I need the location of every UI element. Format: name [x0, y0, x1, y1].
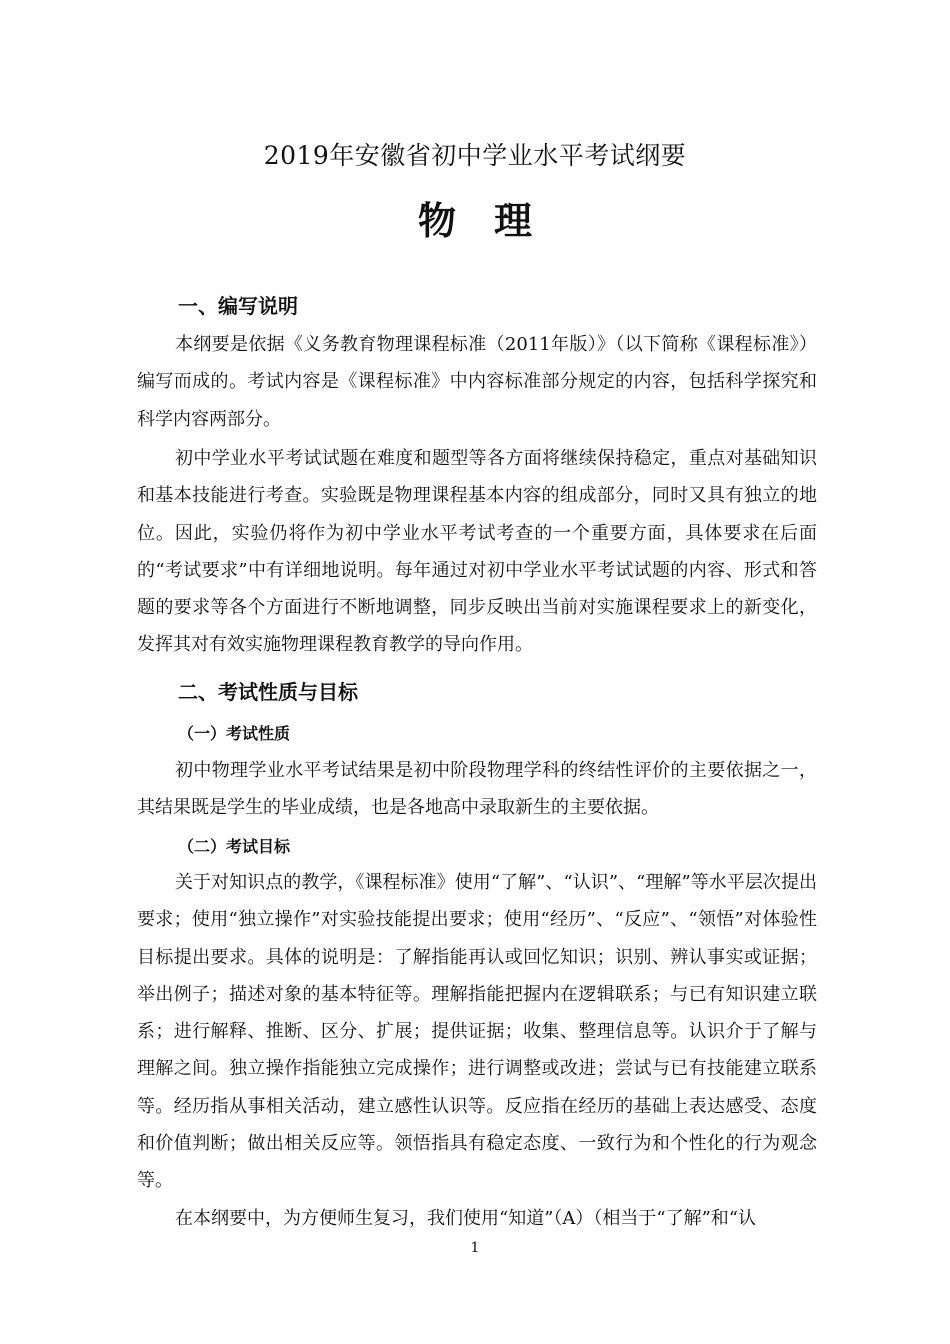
paragraph: 初中学业水平考试试题在难度和题型等各方面将继续保持稳定，重点对基础知识和基本技能进行考查。实验既是物理课程基本内容的组成部分，同时又具有独立的地位。因此，实验仍将作为初中学业水平考试考查的一个重要方面，具体要求在后面的“考试要求”中有详细地说明。每年通过对初中学业水平考试试题的内容、形式和答题的要求等各个方面进行不断地调整，同步反映出当前对实施课程要求上的新变化，发挥其对有效实施物理课程教育教学的导向作用。: [137, 448, 817, 656]
section-heading-1: 一、编写说明: [178, 294, 298, 318]
subsection-heading-1: （一）考试性质: [178, 724, 291, 743]
paragraph: 关于对知识点的教学，《课程标准》使用“了解”、“认识”、“理解”等水平层次提出要求；使用“独立操作”对实验技能提出要求；使用“经历”、“反应”、“领悟”对体验性目标提出要求。具体的说明是：了解指能再认或回忆知识；识别、辨认事实或证据；举出例子；描述对象的基本特征等。理解指能把握内在逻辑联系；与已有知识建立联系；进行解释、推断、区分、扩展；提供证据；收集、整理信息等。认识介于了解与理解之间。独立操作指能独立完成操作；进行调整或改进；尝试与已有技能建立联系等。经历指从事相关活动，建立感性认识等。反应指在经历的基础上表达感受、态度和价值判断；做出相关反应等。领悟指具有稳定态度、一致行为和个性化的行为观念等。: [137, 872, 817, 1192]
paragraph: 本纲要是依据《义务教育物理课程标准（2011年版）》（以下简称《课程标准》）编写而成的。考试内容是《课程标准》中内容标准部分规定的内容，包括科学探究和科学内容两部分。: [137, 334, 817, 430]
section-heading-2: 二、考试性质与目标: [178, 680, 358, 704]
subject-title: 物理: [417, 199, 570, 243]
page-number: 1: [470, 1240, 480, 1256]
subsection-heading-2: （二）考试目标: [178, 837, 291, 856]
document-title: 2019年安徽省初中学业水平考试纲要: [263, 141, 687, 170]
paragraph: 初中物理学业水平考试结果是初中阶段物理学科的终结性评价的主要依据之一，其结果既是学生的毕业成绩，也是各地高中录取新生的主要依据。: [137, 760, 817, 819]
paragraph: 在本纲要中，为方便师生复习，我们使用“知道”（A）（相当于“了解”和“认: [175, 1208, 757, 1229]
